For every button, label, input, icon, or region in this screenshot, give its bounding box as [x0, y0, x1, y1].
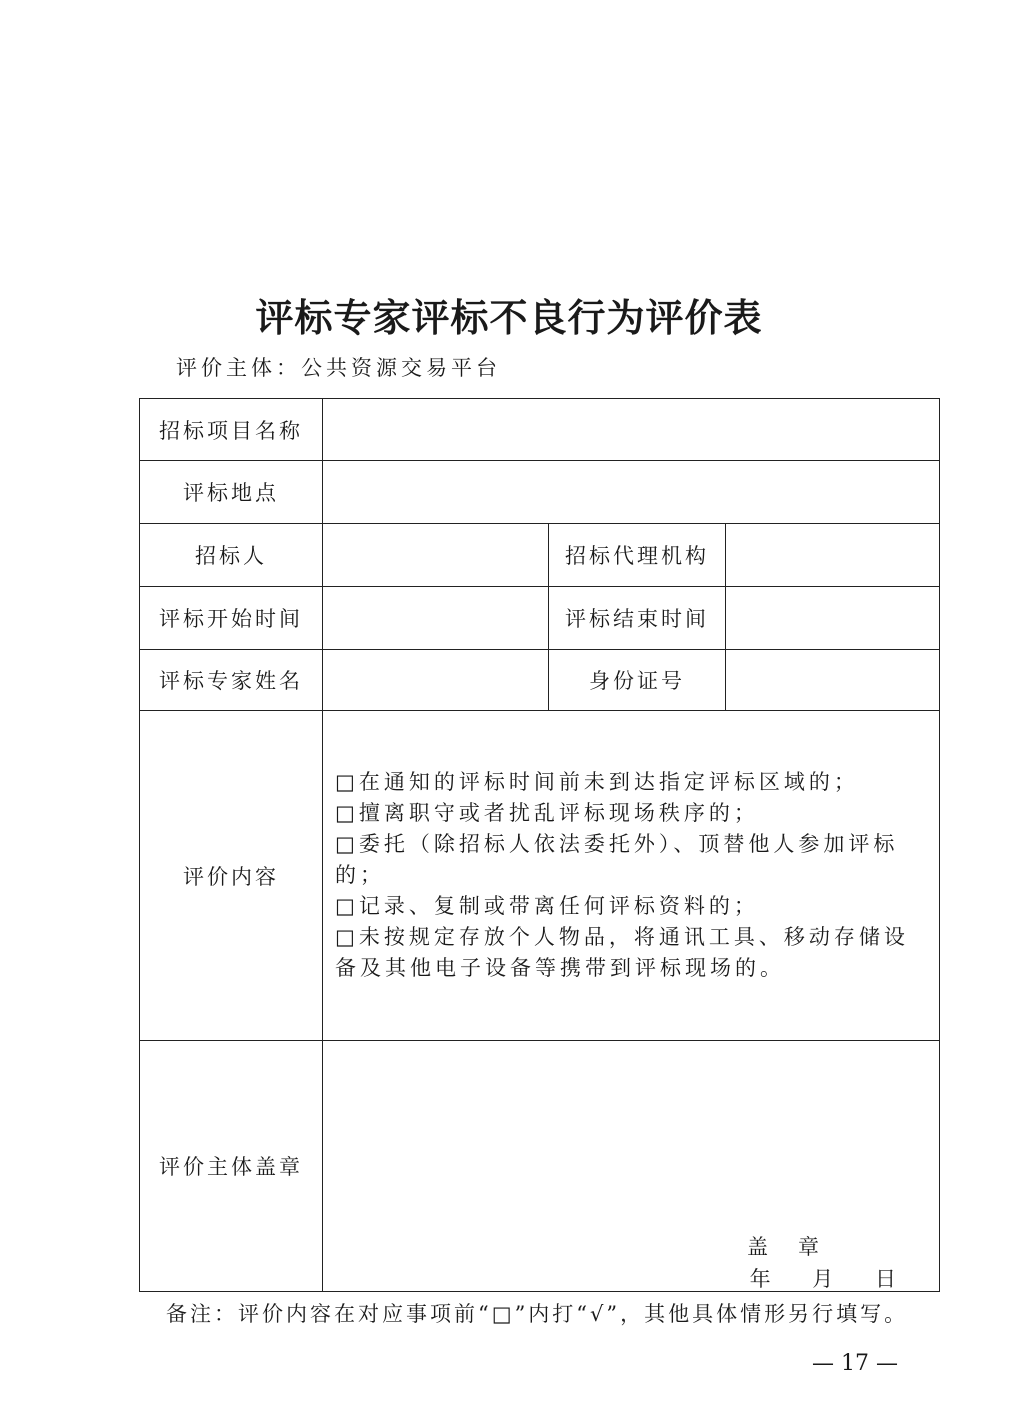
checklist-item[interactable]: □在通知的评标时间前未到达指定评标区域的；	[335, 770, 859, 794]
project-name-field[interactable]	[323, 399, 940, 461]
id-number-label: 身份证号	[549, 650, 726, 711]
stamp-label: 评价主体盖章	[140, 1041, 323, 1292]
checklist-item[interactable]: □委托（除招标人依法委托外）、顶替他人参加评标的；	[335, 832, 899, 887]
page-title: 评标专家评标不良行为评价表	[255, 295, 763, 340]
checklist-item[interactable]: □擅离职守或者扰乱评标现场秩序的；	[335, 801, 759, 825]
seal-text: 盖章	[747, 1235, 850, 1259]
row-tenderer	[140, 524, 940, 587]
row-project-name	[140, 399, 940, 461]
expert-name-field[interactable]	[323, 650, 549, 711]
seal-date: 年 月 日	[749, 1267, 900, 1291]
row-time	[140, 587, 940, 650]
content-label: 评价内容	[140, 711, 323, 1041]
evaluation-subject: 评价主体：公共资源交易平台	[176, 356, 501, 380]
agency-field[interactable]	[726, 524, 940, 587]
evaluation-form-table	[139, 398, 940, 1292]
content-cell	[323, 711, 940, 1041]
row-content	[140, 711, 940, 1041]
location-label: 评标地点	[140, 461, 323, 524]
row-location	[140, 461, 940, 524]
stamp-cell	[323, 1041, 940, 1292]
tenderer-label: 招标人	[140, 524, 323, 587]
page-number: — 17 —	[812, 1351, 898, 1376]
tenderer-field[interactable]	[323, 524, 549, 587]
row-expert	[140, 650, 940, 711]
location-field[interactable]	[323, 461, 940, 524]
id-number-field[interactable]	[726, 650, 940, 711]
project-name-label: 招标项目名称	[140, 399, 323, 461]
expert-name-label: 评标专家姓名	[140, 650, 323, 711]
end-time-field[interactable]	[726, 587, 940, 650]
end-time-label: 评标结束时间	[549, 587, 726, 650]
checklist-item[interactable]: □记录、复制或带离任何评标资料的；	[335, 894, 759, 918]
checklist-item[interactable]: □未按规定存放个人物品，将通讯工具、移动存储设备及其他电子设备等携带到评标现场的。	[335, 925, 909, 980]
content-checklist	[323, 767, 939, 984]
start-time-field[interactable]	[323, 587, 549, 650]
row-stamp	[140, 1041, 940, 1292]
remark-note: 备注：评价内容在对应事项前“□”内打“√”，其他具体情形另行填写。	[166, 1302, 909, 1326]
start-time-label: 评标开始时间	[140, 587, 323, 650]
agency-label: 招标代理机构	[549, 524, 726, 587]
